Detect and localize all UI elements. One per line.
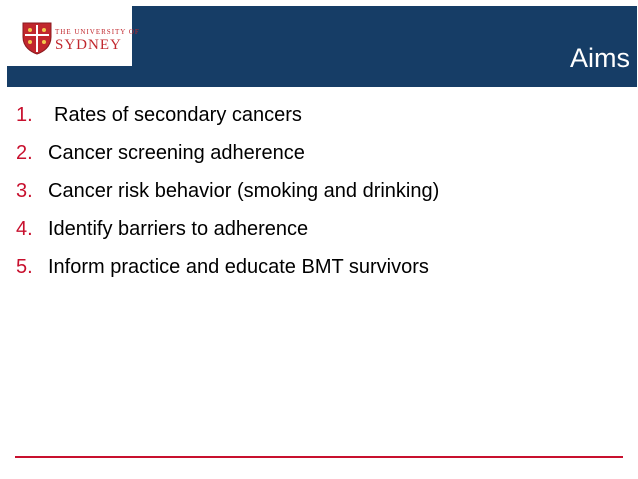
list-item <box>16 210 439 248</box>
crest-icon <box>21 21 53 55</box>
list-item <box>16 96 439 134</box>
list-item-number: 1. <box>16 104 33 126</box>
page-title: Aims <box>570 43 630 73</box>
list-item <box>16 248 439 286</box>
list-item-text: Cancer risk behavior (smoking and drinking) <box>48 180 440 202</box>
logo-main-text: SYDNEY <box>55 37 122 53</box>
list-item-number: 2. <box>16 142 33 164</box>
aims-list <box>16 96 439 286</box>
list-item-text: Identify barriers to adherence <box>48 218 309 240</box>
footer-divider <box>15 456 623 458</box>
university-logo <box>7 6 132 66</box>
logo-small-text: THE UNIVERSITY OF <box>55 28 140 36</box>
list-item-text: Rates of secondary cancers <box>54 104 302 126</box>
list-item-number: 3. <box>16 180 33 202</box>
list-item <box>16 134 439 172</box>
list-item <box>16 172 439 210</box>
list-item-text: Inform practice and educate BMT survivors <box>48 256 429 278</box>
list-item-number: 5. <box>16 256 33 278</box>
list-item-text: Cancer screening adherence <box>48 142 305 164</box>
list-item-number: 4. <box>16 218 33 240</box>
